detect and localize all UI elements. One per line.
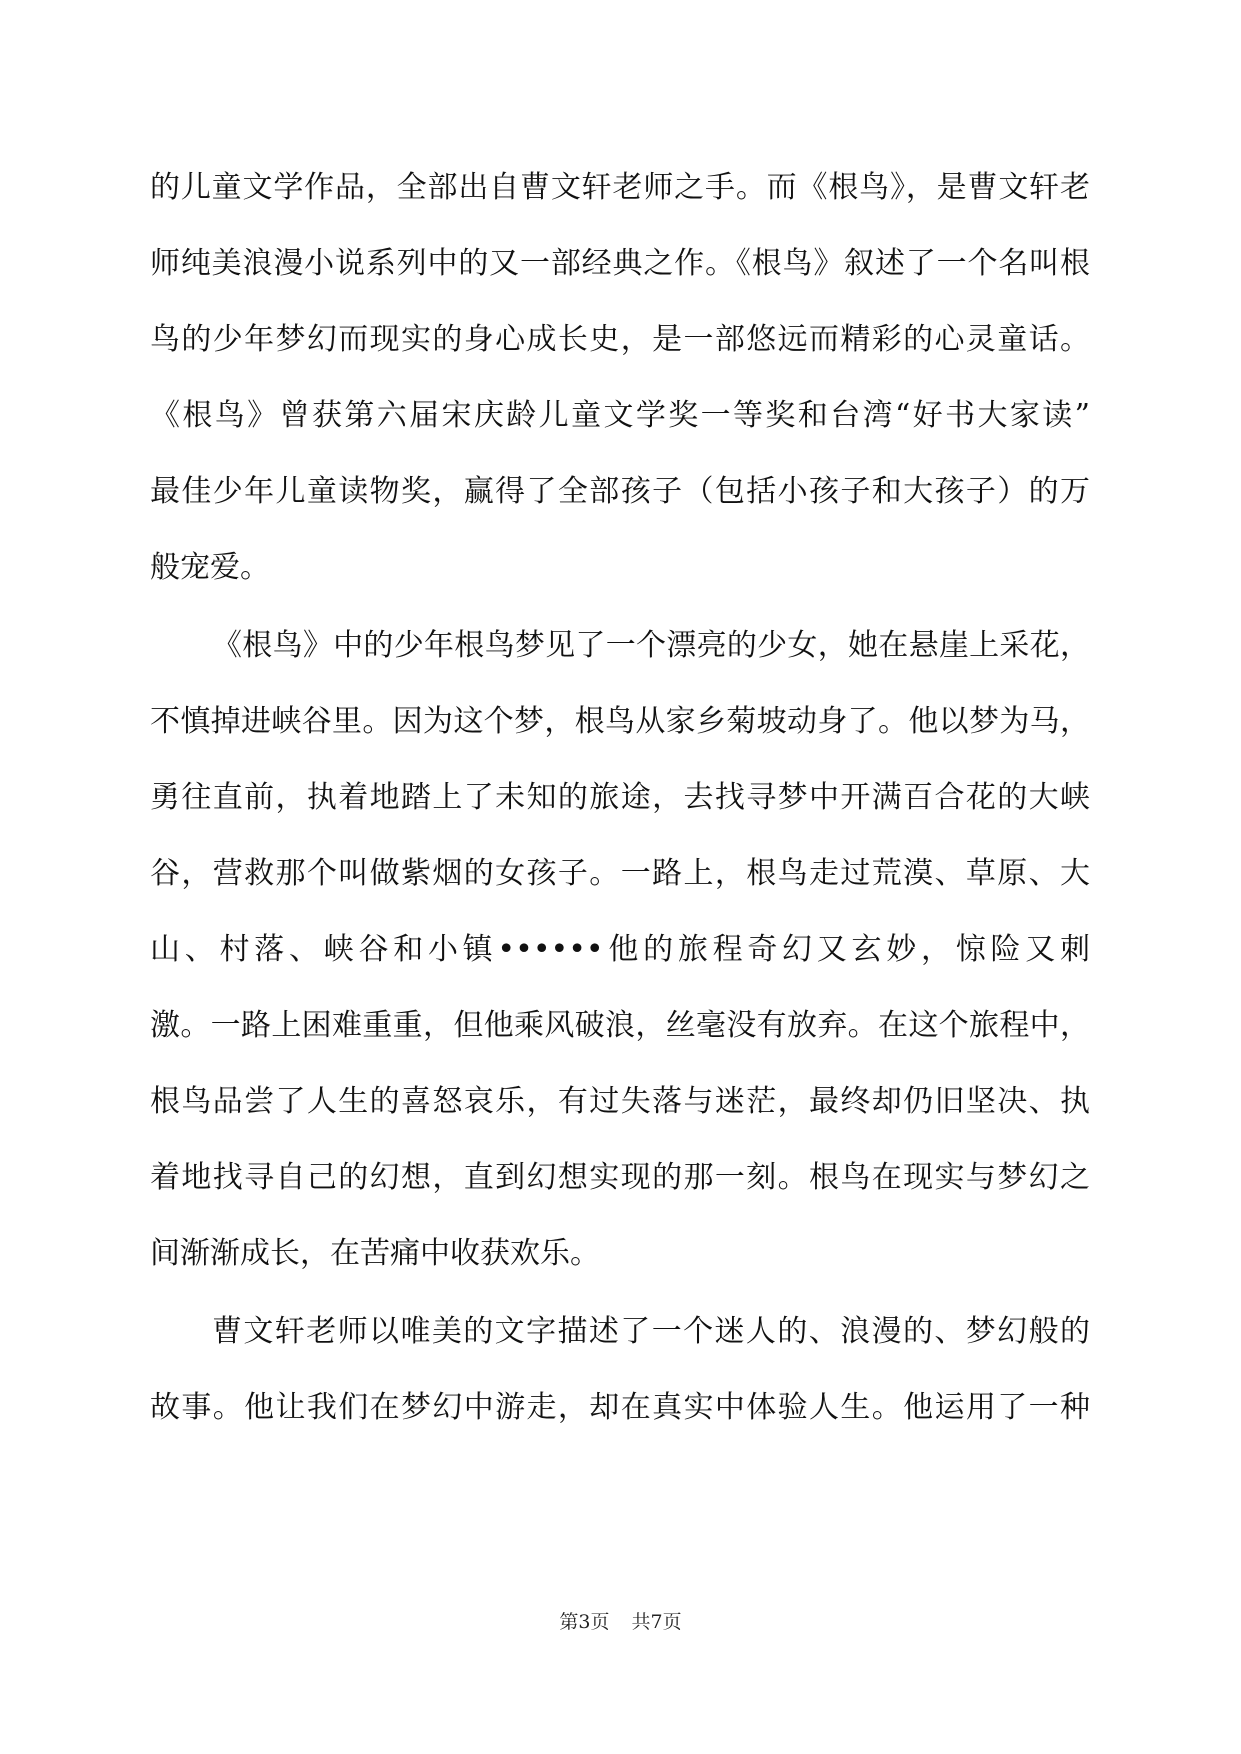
text-line: 间渐渐成长，在苦痛中收获欢乐。 xyxy=(150,1236,600,1271)
page-footer xyxy=(0,1610,1241,1634)
text-line: 的儿童文学作品，全部出自曹文轩老师之手。而《根鸟》，是曹文轩老 xyxy=(150,170,1090,205)
text-line: 不慎掉进峡谷里。因为这个梦，根鸟从家乡菊坡动身了。他以梦为马， xyxy=(150,704,1090,739)
text-line: 般宠爱。 xyxy=(150,550,270,585)
text-line: 最佳少年儿童读物奖，赢得了全部孩子（包括小孩子和大孩子）的万 xyxy=(150,474,1090,509)
text-line: 鸟的少年梦幻而现实的身心成长史，是一部悠远而精彩的心灵童话。 xyxy=(150,322,1090,357)
text-line: 《根鸟》曾获第六届宋庆龄儿童文学奖一等奖和台湾“好书大家读” xyxy=(150,398,1090,433)
text-line: 激。一路上困难重重，但他乘风破浪，丝毫没有放弃。在这个旅程中， xyxy=(150,1008,1090,1043)
paragraph-first-line: 《根鸟》中的少年根鸟梦见了一个漂亮的少女，她在悬崖上采花， xyxy=(212,628,1090,663)
text-line: 师纯美浪漫小说系列中的又一部经典之作。《根鸟》叙述了一个名叫根 xyxy=(150,246,1090,281)
paragraph-first-line: 曹文轩老师以唯美的文字描述了一个迷人的、浪漫的、梦幻般的 xyxy=(212,1314,1090,1349)
text-line: 根鸟品尝了人生的喜怒哀乐，有过失落与迷茫，最终却仍旧坚决、执 xyxy=(150,1084,1090,1119)
text-line: 故事。他让我们在梦幻中游走，却在真实中体验人生。他运用了一种 xyxy=(150,1390,1090,1425)
text-line: 着地找寻自己的幻想，直到幻想实现的那一刻。根鸟在现实与梦幻之 xyxy=(150,1160,1090,1195)
text-line: 山、村落、峡谷和小镇••••••他的旅程奇幻又玄妙，惊险又刺 xyxy=(150,932,1090,967)
text-line: 勇往直前，执着地踏上了未知的旅途，去找寻梦中开满百合花的大峡 xyxy=(150,780,1090,815)
page-number: 第3页 xyxy=(559,1611,610,1633)
text-line: 谷，营救那个叫做紫烟的女孩子。一路上，根鸟走过荒漠、草原、大 xyxy=(150,856,1090,891)
page-total: 共7页 xyxy=(631,1611,682,1633)
